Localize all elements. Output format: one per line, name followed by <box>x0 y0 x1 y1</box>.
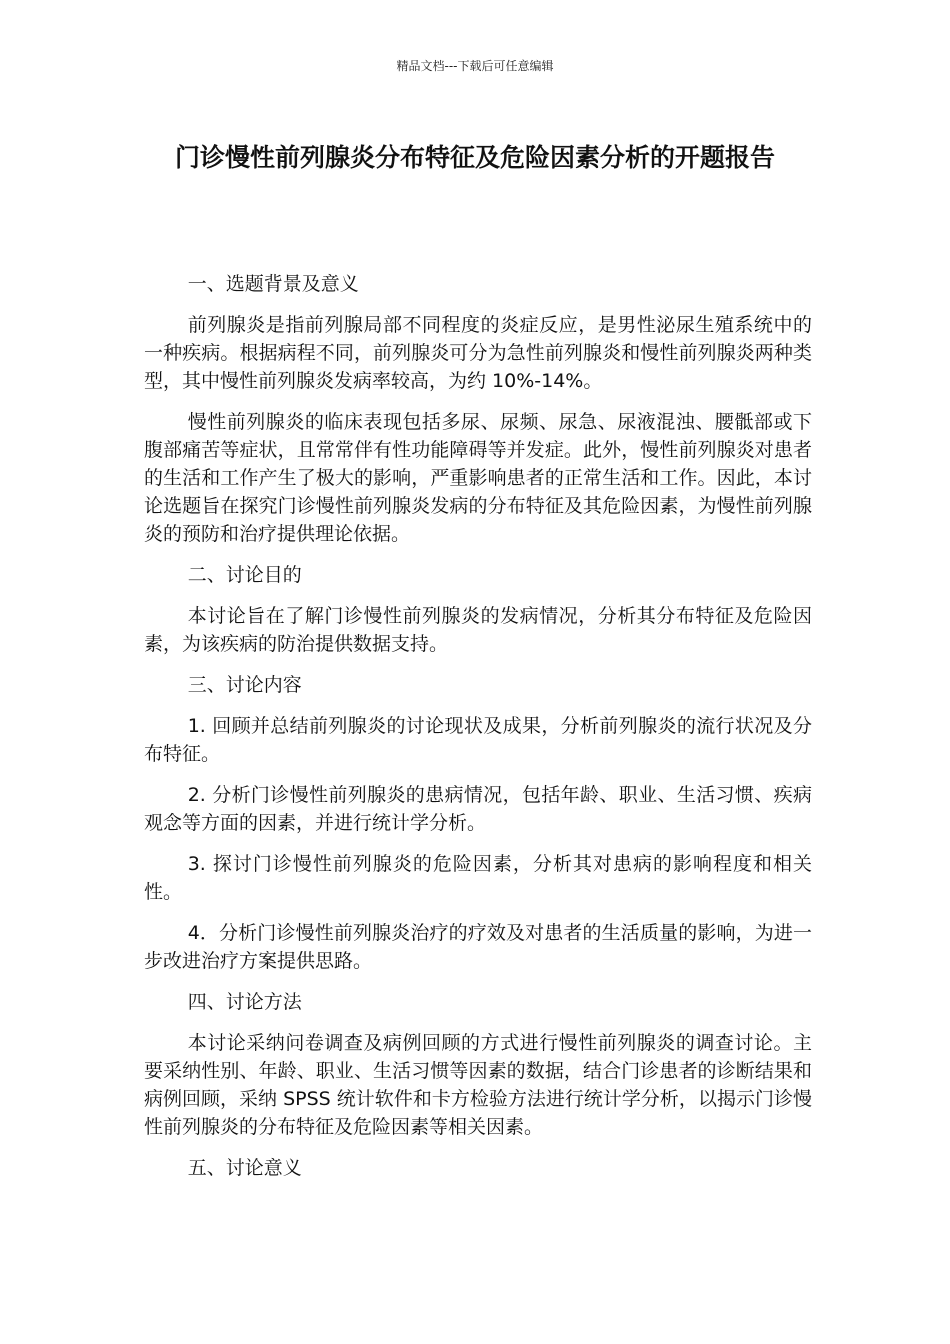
content-item-1: 1. 回顾并总结前列腺炎的讨论现状及成果，分析前列腺炎的流行状况及分布特征。 <box>144 715 812 765</box>
section-heading-purpose: 二、讨论目的 <box>187 564 302 586</box>
section-heading-significance: 五、讨论意义 <box>187 1157 302 1179</box>
paragraph-method: 本讨论采纳问卷调查及病例回顾的方式进行慢性前列腺炎的调查讨论。主要采纳性别、年龄、职业、生活习惯等因素的数据，结合门诊患者的诊断结果和病例回顾，采纳 SPSS 统计软件和卡方检验方法进行统计学分析，以揭示门诊慢性前列腺炎的分布特征及危险因素等相关因素。 <box>144 1032 812 1138</box>
paragraph-purpose: 本讨论旨在了解门诊慢性前列腺炎的发病情况，分析其分布特征及危险因素，为该疾病的防治提供数据支持。 <box>144 605 812 655</box>
document-title: 门诊慢性前列腺炎分布特征及危险因素分析的开题报告 <box>174 143 775 172</box>
page-header-note: 精品文档---下载后可任意编辑 <box>396 59 554 73</box>
paragraph-clinical-manifestation: 慢性前列腺炎的临床表现包括多尿、尿频、尿急、尿液混浊、腰骶部或下腹部痛苦等症状，且常常伴有性功能障碍等并发症。此外，慢性前列腺炎对患者的生活和工作产生了极大的影响，严重影响患者的正常生活和工作。因此，本讨论选题旨在探究门诊慢性前列腺炎发病的分布特征及其危险因素，为慢性前列腺炎的预防和治疗提供理论依据。 <box>144 411 812 545</box>
document-body <box>144 270 812 1195</box>
section-heading-content: 三、讨论内容 <box>187 674 302 696</box>
content-item-3: 3. 探讨门诊慢性前列腺炎的危险因素，分析其对患病的影响程度和相关性。 <box>144 853 812 903</box>
content-item-2: 2. 分析门诊慢性前列腺炎的患病情况，包括年龄、职业、生活习惯、疾病观念等方面的因素，并进行统计学分析。 <box>144 784 812 834</box>
paragraph-prostatitis-definition: 前列腺炎是指前列腺局部不同程度的炎症反应，是男性泌尿生殖系统中的一种疾病。根据病程不同，前列腺炎可分为急性前列腺炎和慢性前列腺炎两种类型，其中慢性前列腺炎发病率较高，为约 10%-14%。 <box>144 314 812 392</box>
section-heading-background: 一、选题背景及意义 <box>187 273 359 295</box>
content-item-4: 4．分析门诊慢性前列腺炎治疗的疗效及对患者的生活质量的影响，为进一步改进治疗方案提供思路。 <box>144 922 812 972</box>
section-heading-method: 四、讨论方法 <box>187 991 302 1013</box>
